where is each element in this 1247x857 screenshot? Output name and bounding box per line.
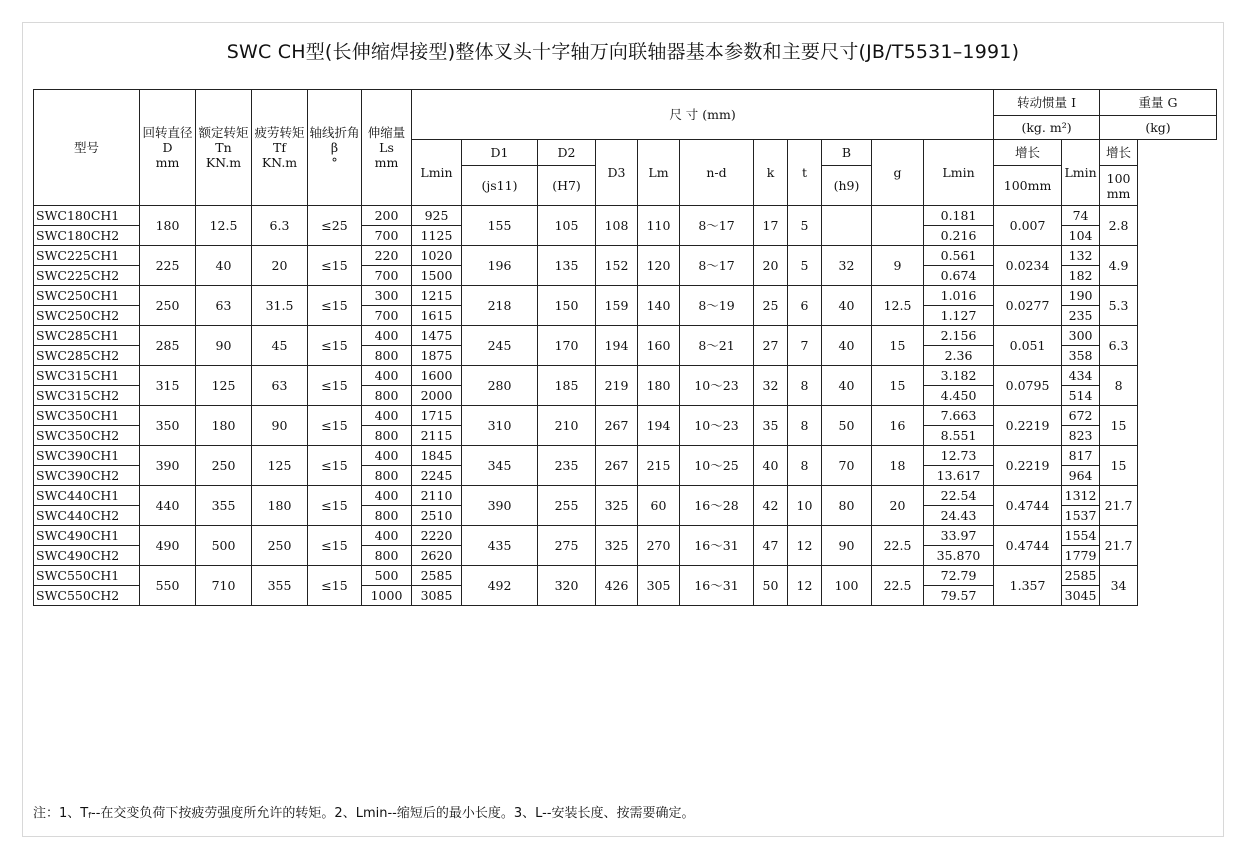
table-row (34, 326, 1217, 346)
b-cell: 80 (822, 486, 872, 526)
b-cell: 100 (822, 566, 872, 606)
lm-cell: 194 (638, 406, 680, 446)
k-cell: 42 (754, 486, 788, 526)
g-cell: 22.5 (872, 526, 924, 566)
weight-lmin-cell: 1779 (1062, 546, 1100, 566)
table-row (34, 286, 1217, 306)
inertia-lmin-cell: 0.181 (924, 206, 994, 226)
telescopic-length-cell: 1000 (362, 586, 412, 606)
telescopic-length-cell: 200 (362, 206, 412, 226)
header-inertia-increase-unit: 100mm (994, 166, 1062, 206)
lmin-cell: 1020 (412, 246, 462, 266)
g-cell: 15 (872, 366, 924, 406)
header-t: t (788, 140, 822, 206)
b-cell: 50 (822, 406, 872, 446)
weight-lmin-cell: 1554 (1062, 526, 1100, 546)
model-cell: SWC440CH1 (34, 486, 140, 506)
k-cell: 17 (754, 206, 788, 246)
telescopic-length-cell: 800 (362, 506, 412, 526)
weight-lmin-cell: 964 (1062, 466, 1100, 486)
nd-cell: 16～28 (680, 486, 754, 526)
document-frame (22, 22, 1224, 837)
header-b-tolerance: (h9) (822, 166, 872, 206)
model-cell: SWC490CH2 (34, 546, 140, 566)
weight-lmin-cell: 817 (1062, 446, 1100, 466)
d1-cell: 435 (462, 526, 538, 566)
weight-increase-cell: 8 (1100, 366, 1138, 406)
rotation-diameter-cell: 285 (140, 326, 196, 366)
k-cell: 47 (754, 526, 788, 566)
b-cell: 40 (822, 366, 872, 406)
header-weight-lmin: Lmin (1062, 140, 1100, 206)
nd-cell: 16～31 (680, 566, 754, 606)
telescopic-length-cell: 800 (362, 426, 412, 446)
inertia-lmin-cell: 12.73 (924, 446, 994, 466)
model-cell: SWC315CH1 (34, 366, 140, 386)
model-cell: SWC440CH2 (34, 506, 140, 526)
axis-angle-cell: ≤25 (308, 206, 362, 246)
b-cell: 40 (822, 286, 872, 326)
weight-increase-cell: 2.8 (1100, 206, 1138, 246)
spec-table (33, 89, 1217, 606)
lmin-cell: 1875 (412, 346, 462, 366)
g-cell: 18 (872, 446, 924, 486)
inertia-increase-cell: 0.4744 (994, 526, 1062, 566)
telescopic-length-cell: 700 (362, 306, 412, 326)
telescopic-length-cell: 500 (362, 566, 412, 586)
header-d1: D1 (462, 140, 538, 166)
d2-cell: 170 (538, 326, 596, 366)
lmin-cell: 2000 (412, 386, 462, 406)
telescopic-length-cell: 700 (362, 226, 412, 246)
t-cell: 8 (788, 446, 822, 486)
weight-lmin-cell: 235 (1062, 306, 1100, 326)
weight-increase-cell: 5.3 (1100, 286, 1138, 326)
b-cell: 70 (822, 446, 872, 486)
fatigue-torque-cell: 90 (252, 406, 308, 446)
lmin-cell: 1500 (412, 266, 462, 286)
g-cell: 22.5 (872, 566, 924, 606)
lmin-cell: 2220 (412, 526, 462, 546)
nd-cell: 8～17 (680, 206, 754, 246)
model-cell: SWC250CH2 (34, 306, 140, 326)
header-fatigue-torque: 疲劳转矩 Tf KN.m (252, 90, 308, 206)
weight-increase-cell: 15 (1100, 446, 1138, 486)
model-cell: SWC550CH1 (34, 566, 140, 586)
d3-cell: 325 (596, 526, 638, 566)
inertia-lmin-cell: 0.216 (924, 226, 994, 246)
rotation-diameter-cell: 180 (140, 206, 196, 246)
axis-angle-cell: ≤15 (308, 566, 362, 606)
b-cell (822, 206, 872, 246)
weight-lmin-cell: 2585 (1062, 566, 1100, 586)
weight-lmin-cell: 132 (1062, 246, 1100, 266)
rotation-diameter-cell: 390 (140, 446, 196, 486)
header-inertia-unit: (kg. m²) (994, 116, 1100, 140)
inertia-lmin-cell: 22.54 (924, 486, 994, 506)
lm-cell: 120 (638, 246, 680, 286)
inertia-lmin-cell: 2.36 (924, 346, 994, 366)
model-cell: SWC350CH2 (34, 426, 140, 446)
b-cell: 90 (822, 526, 872, 566)
header-g: g (872, 140, 924, 206)
axis-angle-cell: ≤15 (308, 446, 362, 486)
inertia-lmin-cell: 2.156 (924, 326, 994, 346)
rotation-diameter-cell: 440 (140, 486, 196, 526)
weight-lmin-cell: 182 (1062, 266, 1100, 286)
fatigue-torque-cell: 6.3 (252, 206, 308, 246)
lm-cell: 160 (638, 326, 680, 366)
lm-cell: 140 (638, 286, 680, 326)
rotation-diameter-cell: 315 (140, 366, 196, 406)
d1-cell: 345 (462, 446, 538, 486)
fatigue-torque-cell: 63 (252, 366, 308, 406)
d3-cell: 267 (596, 406, 638, 446)
weight-lmin-cell: 74 (1062, 206, 1100, 226)
rated-torque-cell: 500 (196, 526, 252, 566)
header-weight-increase-unit: 100 mm (1100, 166, 1138, 206)
lm-cell: 110 (638, 206, 680, 246)
header-lmin: Lmin (412, 140, 462, 206)
rated-torque-cell: 12.5 (196, 206, 252, 246)
g-cell: 12.5 (872, 286, 924, 326)
weight-lmin-cell: 300 (1062, 326, 1100, 346)
telescopic-length-cell: 800 (362, 546, 412, 566)
header-d2: D2 (538, 140, 596, 166)
weight-lmin-cell: 104 (1062, 226, 1100, 246)
header-weight-group: 重量 G (1100, 90, 1217, 116)
t-cell: 5 (788, 206, 822, 246)
d2-cell: 185 (538, 366, 596, 406)
weight-lmin-cell: 190 (1062, 286, 1100, 306)
lmin-cell: 1125 (412, 226, 462, 246)
header-d3: D3 (596, 140, 638, 206)
inertia-lmin-cell: 7.663 (924, 406, 994, 426)
footnote: 注：1、$T_f--$在交变负荷下按疲劳强度所允许的转矩。2、Lmin--缩短后的最小长度。3、L--安装长度、按需要确定。 (33, 806, 695, 821)
weight-lmin-cell: 514 (1062, 386, 1100, 406)
d3-cell: 267 (596, 446, 638, 486)
header-k: k (754, 140, 788, 206)
d3-cell: 108 (596, 206, 638, 246)
spec-table-body (34, 206, 1217, 606)
lmin-cell: 1215 (412, 286, 462, 306)
table-row (34, 246, 1217, 266)
t-cell: 10 (788, 486, 822, 526)
lmin-cell: 1715 (412, 406, 462, 426)
rated-torque-cell: 355 (196, 486, 252, 526)
table-row (34, 366, 1217, 386)
fatigue-torque-cell: 180 (252, 486, 308, 526)
header-axis-angle: 轴线折角 β ° (308, 90, 362, 206)
telescopic-length-cell: 800 (362, 386, 412, 406)
fatigue-torque-cell: 20 (252, 246, 308, 286)
fatigue-torque-cell: 31.5 (252, 286, 308, 326)
lm-cell: 305 (638, 566, 680, 606)
document-title: SWC CH型(长伸缩焊接型)整体叉头十字轴万向联轴器基本参数和主要尺寸(JB/T5531–1991) (226, 41, 1020, 63)
weight-lmin-cell: 672 (1062, 406, 1100, 426)
d1-cell: 245 (462, 326, 538, 366)
rated-torque-cell: 40 (196, 246, 252, 286)
weight-lmin-cell: 358 (1062, 346, 1100, 366)
header-nd: n-d (680, 140, 754, 206)
inertia-increase-cell: 0.051 (994, 326, 1062, 366)
table-row (34, 446, 1217, 466)
t-cell: 5 (788, 246, 822, 286)
weight-increase-cell: 15 (1100, 406, 1138, 446)
rotation-diameter-cell: 350 (140, 406, 196, 446)
d3-cell: 159 (596, 286, 638, 326)
k-cell: 40 (754, 446, 788, 486)
model-cell: SWC225CH2 (34, 266, 140, 286)
g-cell (872, 206, 924, 246)
nd-cell: 8～17 (680, 246, 754, 286)
axis-angle-cell: ≤15 (308, 246, 362, 286)
t-cell: 8 (788, 406, 822, 446)
nd-cell: 16～31 (680, 526, 754, 566)
lmin-cell: 3085 (412, 586, 462, 606)
header-lm: Lm (638, 140, 680, 206)
weight-lmin-cell: 1312 (1062, 486, 1100, 506)
weight-lmin-cell: 3045 (1062, 586, 1100, 606)
t-cell: 7 (788, 326, 822, 366)
inertia-increase-cell: 0.007 (994, 206, 1062, 246)
header-dimensions-group: 尺 寸 (mm) (412, 90, 994, 140)
header-inertia-lmin: Lmin (924, 140, 994, 206)
rated-torque-cell: 125 (196, 366, 252, 406)
rotation-diameter-cell: 250 (140, 286, 196, 326)
model-cell: SWC490CH1 (34, 526, 140, 546)
inertia-increase-cell: 0.2219 (994, 406, 1062, 446)
header-inertia-increase: 增长 (994, 140, 1062, 166)
k-cell: 50 (754, 566, 788, 606)
lmin-cell: 2620 (412, 546, 462, 566)
nd-cell: 8～19 (680, 286, 754, 326)
header-telescopic-length: 伸缩量Ls mm (362, 90, 412, 206)
d2-cell: 150 (538, 286, 596, 326)
t-cell: 12 (788, 526, 822, 566)
d1-cell: 196 (462, 246, 538, 286)
fatigue-torque-cell: 355 (252, 566, 308, 606)
rated-torque-cell: 180 (196, 406, 252, 446)
d3-cell: 219 (596, 366, 638, 406)
fatigue-torque-cell: 45 (252, 326, 308, 366)
lmin-cell: 2115 (412, 426, 462, 446)
d2-cell: 320 (538, 566, 596, 606)
nd-cell: 10～23 (680, 366, 754, 406)
weight-lmin-cell: 1537 (1062, 506, 1100, 526)
inertia-increase-cell: 1.357 (994, 566, 1062, 606)
inertia-increase-cell: 0.4744 (994, 486, 1062, 526)
model-cell: SWC180CH1 (34, 206, 140, 226)
model-cell: SWC350CH1 (34, 406, 140, 426)
inertia-lmin-cell: 1.016 (924, 286, 994, 306)
lmin-cell: 2585 (412, 566, 462, 586)
header-d1-tolerance: (js11) (462, 166, 538, 206)
telescopic-length-cell: 400 (362, 486, 412, 506)
telescopic-length-cell: 400 (362, 326, 412, 346)
b-cell: 32 (822, 246, 872, 286)
inertia-lmin-cell: 79.57 (924, 586, 994, 606)
telescopic-length-cell: 220 (362, 246, 412, 266)
table-row (34, 486, 1217, 506)
rated-torque-cell: 90 (196, 326, 252, 366)
lmin-cell: 1600 (412, 366, 462, 386)
fatigue-torque-cell: 125 (252, 446, 308, 486)
header-rated-torque: 额定转矩 Tn KN.m (196, 90, 252, 206)
model-cell: SWC250CH1 (34, 286, 140, 306)
telescopic-length-cell: 700 (362, 266, 412, 286)
axis-angle-cell: ≤15 (308, 486, 362, 526)
axis-angle-cell: ≤15 (308, 406, 362, 446)
d1-cell: 218 (462, 286, 538, 326)
telescopic-length-cell: 400 (362, 526, 412, 546)
weight-increase-cell: 21.7 (1100, 486, 1138, 526)
lmin-cell: 2245 (412, 466, 462, 486)
table-row (34, 566, 1217, 586)
d2-cell: 275 (538, 526, 596, 566)
axis-angle-cell: ≤15 (308, 366, 362, 406)
rotation-diameter-cell: 490 (140, 526, 196, 566)
d2-cell: 235 (538, 446, 596, 486)
header-d2-tolerance: (H7) (538, 166, 596, 206)
rotation-diameter-cell: 550 (140, 566, 196, 606)
d3-cell: 426 (596, 566, 638, 606)
rated-torque-cell: 63 (196, 286, 252, 326)
lmin-cell: 1845 (412, 446, 462, 466)
model-cell: SWC390CH1 (34, 446, 140, 466)
telescopic-length-cell: 400 (362, 446, 412, 466)
header-rotation-diameter: 回转直径 D mm (140, 90, 196, 206)
d1-cell: 390 (462, 486, 538, 526)
inertia-lmin-cell: 3.182 (924, 366, 994, 386)
telescopic-length-cell: 300 (362, 286, 412, 306)
weight-lmin-cell: 434 (1062, 366, 1100, 386)
t-cell: 6 (788, 286, 822, 326)
k-cell: 20 (754, 246, 788, 286)
telescopic-length-cell: 800 (362, 466, 412, 486)
rotation-diameter-cell: 225 (140, 246, 196, 286)
k-cell: 25 (754, 286, 788, 326)
table-row (34, 526, 1217, 546)
table-row (34, 206, 1217, 226)
inertia-increase-cell: 0.0234 (994, 246, 1062, 286)
inertia-lmin-cell: 0.561 (924, 246, 994, 266)
weight-increase-cell: 6.3 (1100, 326, 1138, 366)
t-cell: 12 (788, 566, 822, 606)
inertia-increase-cell: 0.2219 (994, 446, 1062, 486)
axis-angle-cell: ≤15 (308, 526, 362, 566)
lmin-cell: 925 (412, 206, 462, 226)
inertia-lmin-cell: 13.617 (924, 466, 994, 486)
d1-cell: 155 (462, 206, 538, 246)
telescopic-length-cell: 400 (362, 366, 412, 386)
lmin-cell: 1475 (412, 326, 462, 346)
inertia-lmin-cell: 8.551 (924, 426, 994, 446)
inertia-increase-cell: 0.0277 (994, 286, 1062, 326)
header-weight-unit: (kg) (1100, 116, 1217, 140)
d2-cell: 210 (538, 406, 596, 446)
nd-cell: 10～25 (680, 446, 754, 486)
model-cell: SWC315CH2 (34, 386, 140, 406)
inertia-lmin-cell: 4.450 (924, 386, 994, 406)
nd-cell: 10～23 (680, 406, 754, 446)
lm-cell: 60 (638, 486, 680, 526)
model-cell: SWC285CH2 (34, 346, 140, 366)
telescopic-length-cell: 400 (362, 406, 412, 426)
inertia-lmin-cell: 0.674 (924, 266, 994, 286)
axis-angle-cell: ≤15 (308, 326, 362, 366)
weight-increase-cell: 34 (1100, 566, 1138, 606)
telescopic-length-cell: 800 (362, 346, 412, 366)
d1-cell: 492 (462, 566, 538, 606)
weight-increase-cell: 4.9 (1100, 246, 1138, 286)
nd-cell: 8～21 (680, 326, 754, 366)
inertia-lmin-cell: 33.97 (924, 526, 994, 546)
k-cell: 35 (754, 406, 788, 446)
g-cell: 9 (872, 246, 924, 286)
k-cell: 32 (754, 366, 788, 406)
axis-angle-cell: ≤15 (308, 286, 362, 326)
lm-cell: 270 (638, 526, 680, 566)
lmin-cell: 2510 (412, 506, 462, 526)
d2-cell: 105 (538, 206, 596, 246)
model-cell: SWC390CH2 (34, 466, 140, 486)
lmin-cell: 2110 (412, 486, 462, 506)
inertia-lmin-cell: 24.43 (924, 506, 994, 526)
header-weight-increase: 增长 (1100, 140, 1138, 166)
d1-cell: 310 (462, 406, 538, 446)
weight-increase-cell: 21.7 (1100, 526, 1138, 566)
d2-cell: 255 (538, 486, 596, 526)
g-cell: 15 (872, 326, 924, 366)
g-cell: 16 (872, 406, 924, 446)
k-cell: 27 (754, 326, 788, 366)
model-cell: SWC225CH1 (34, 246, 140, 266)
inertia-increase-cell: 0.0795 (994, 366, 1062, 406)
lm-cell: 180 (638, 366, 680, 406)
model-cell: SWC550CH2 (34, 586, 140, 606)
header-model: 型号 (34, 90, 140, 206)
d3-cell: 152 (596, 246, 638, 286)
d3-cell: 325 (596, 486, 638, 526)
g-cell: 20 (872, 486, 924, 526)
inertia-lmin-cell: 1.127 (924, 306, 994, 326)
b-cell: 40 (822, 326, 872, 366)
t-cell: 8 (788, 366, 822, 406)
model-cell: SWC180CH2 (34, 226, 140, 246)
lm-cell: 215 (638, 446, 680, 486)
rated-torque-cell: 710 (196, 566, 252, 606)
table-row (34, 406, 1217, 426)
header-b: B (822, 140, 872, 166)
weight-lmin-cell: 823 (1062, 426, 1100, 446)
rated-torque-cell: 250 (196, 446, 252, 486)
inertia-lmin-cell: 72.79 (924, 566, 994, 586)
model-cell: SWC285CH1 (34, 326, 140, 346)
d2-cell: 135 (538, 246, 596, 286)
lmin-cell: 1615 (412, 306, 462, 326)
d1-cell: 280 (462, 366, 538, 406)
header-inertia-group: 转动惯量 I (994, 90, 1100, 116)
fatigue-torque-cell: 250 (252, 526, 308, 566)
inertia-lmin-cell: 35.870 (924, 546, 994, 566)
d3-cell: 194 (596, 326, 638, 366)
